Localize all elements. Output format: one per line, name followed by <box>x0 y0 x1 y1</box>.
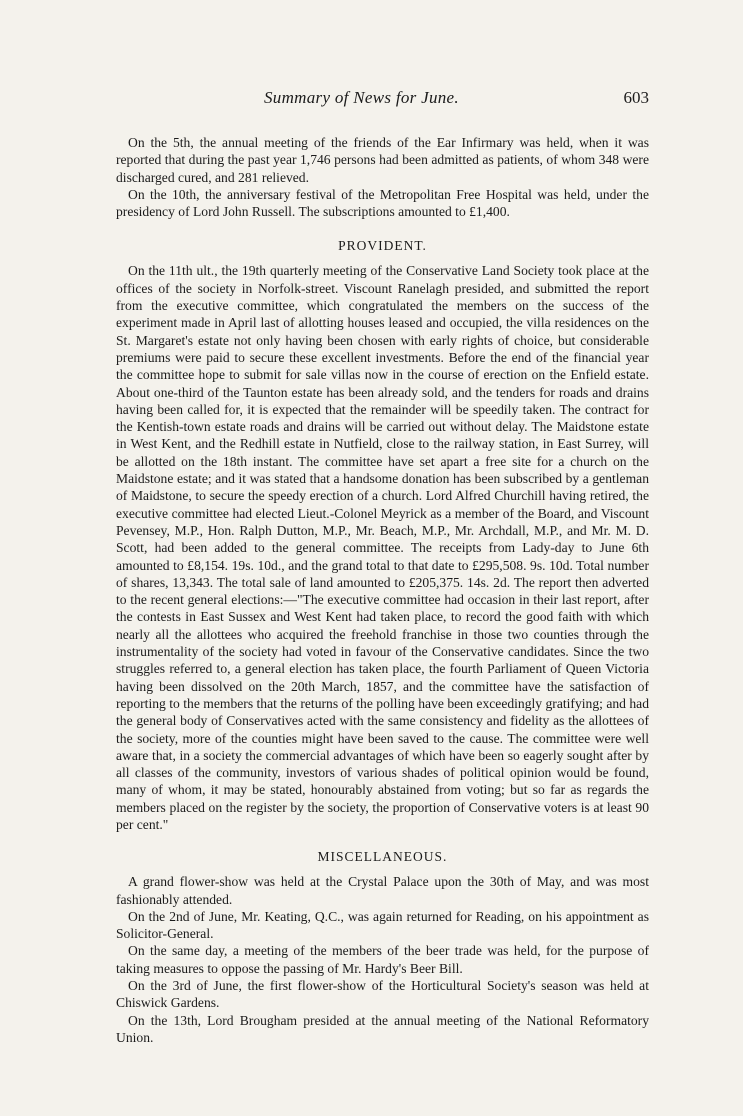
paragraph-horticultural: On the 3rd of June, the first flower-show of the Horticultural Society's season was held at Chiswick Gardens. <box>116 978 649 1011</box>
paragraph-beer-trade: On the same day, a meeting of the members of the beer trade was held, for the purpose of taking measures to oppose the passing of Mr. Hardy's Beer Bill. <box>116 943 649 976</box>
section-heading-miscellaneous: MISCELLANEOUS. <box>317 849 448 865</box>
paragraph-land-society: On the 11th ult., the 19th quarterly meeting of the Conservative Land Society took place at the offices of the society in Norfolk-street. Viscount Ranelagh presided, and submitted the report from the executive committee, which congratulated the members on the success of the experiment made in April last of allotting houses leased and occupied, the villa residences on the St. Margaret's estate not only having been chosen with early rights of choice, but considerable premiums were paid to secure these excellent investments. Before the end of the financial year the committee hope to submit for sale villas now in the course of erection on the Enfield estate. About one-third of the Taunton estate has been already sold, and the tenders for roads and drains having been called for, it is expected that the remainder will be speedily taken. The contract for the Kentish-town estate roads and drains will be carried out without delay. The Maidstone estate in West Kent, and the Redhill estate in Nutfield, close to the railway station, in East Surrey, will be allotted on the 18th instant. The committee have set apart a free site for a church on the Maidstone estate; and it was stated that a handsome donation has been subscribed by a gentleman of Maidstone, to secure the speedy erection of a church. Lord Alfred Churchill having retired, the executive committee had elected Lieut.-Colonel Meyrick as a member of the Board, and Viscount Pevensey, M.P., Hon. Ralph Dutton, M.P., Mr. Beach, M.P., Mr. Archdall, M.P., and Mr. M. D. Scott, had been added to the general committee. The receipts from Lady-day to June 6th amounted to £8,154. 19s. 10d., and the grand total to that date to £295,508. 9s. 10d. Total number of shares, 13,343. The total sale of land amounted to £205,375. 14s. 2d. The report then adverted to the recent general elections:—"The executive committee had occasion in their last report, after the contests in East Sussex and West Kent had taken place, to record the good faith with which nearly all the allottees who acquired the freehold franchise in those two counties through the instrumentality of the society had voted in favour of the Conservative candidates. Since the two struggles referred to, a general election has taken place, the fourth Parliament of Queen Victoria having been dissolved on the 20th March, 1857, and the committee have the satisfaction of reporting to the members that the returns of the polling have been exceedingly gratifying; and had the general body of Conservatives acted with the same consistency and fidelity as the allottees of the society, more of the counties might have been saved to the cause. The committee were well aware that, in a society the commercial advantages of which have been so eagerly sought after by all classes of the community, investors of various shades of political opinion would be found, many of whom, it may be stated, honourably abstained from voting; but so far as regards the members placed on the register by the society, the proportion of Conservative voters is at least 90 per cent." <box>116 263 649 832</box>
miscellaneous-section <box>116 849 649 1046</box>
paragraph-ear-infirmary: On the 5th, the annual meeting of the friends of the Ear Infirmary was held, when it was reported that during the past year 1,746 persons had been admitted as patients, of whom 348 were discharged cured, and 281 relieved. <box>116 135 649 185</box>
running-head <box>116 88 649 114</box>
paragraph-flower-show: A grand flower-show was held at the Crystal Palace upon the 30th of May, and was most fashionably attended. <box>116 874 649 907</box>
section-heading-provident: PROVIDENT. <box>338 238 427 254</box>
page-number: 603 <box>623 88 649 107</box>
paragraph-reformatory: On the 13th, Lord Brougham presided at the annual meeting of the National Reformatory Union. <box>116 1012 649 1045</box>
intro-section <box>116 134 649 220</box>
running-title: Summary of News for June. <box>264 88 459 107</box>
provident-section <box>116 238 649 833</box>
paragraph-keating: On the 2nd of June, Mr. Keating, Q.C., was again returned for Reading, on his appointment as Solicitor-General. <box>116 908 649 942</box>
paragraph-free-hospital: On the 10th, the anniversary festival of the Metropolitan Free Hospital was held, under the presidency of Lord John Russell. The subscriptions amounted to £1,400. <box>116 186 649 220</box>
